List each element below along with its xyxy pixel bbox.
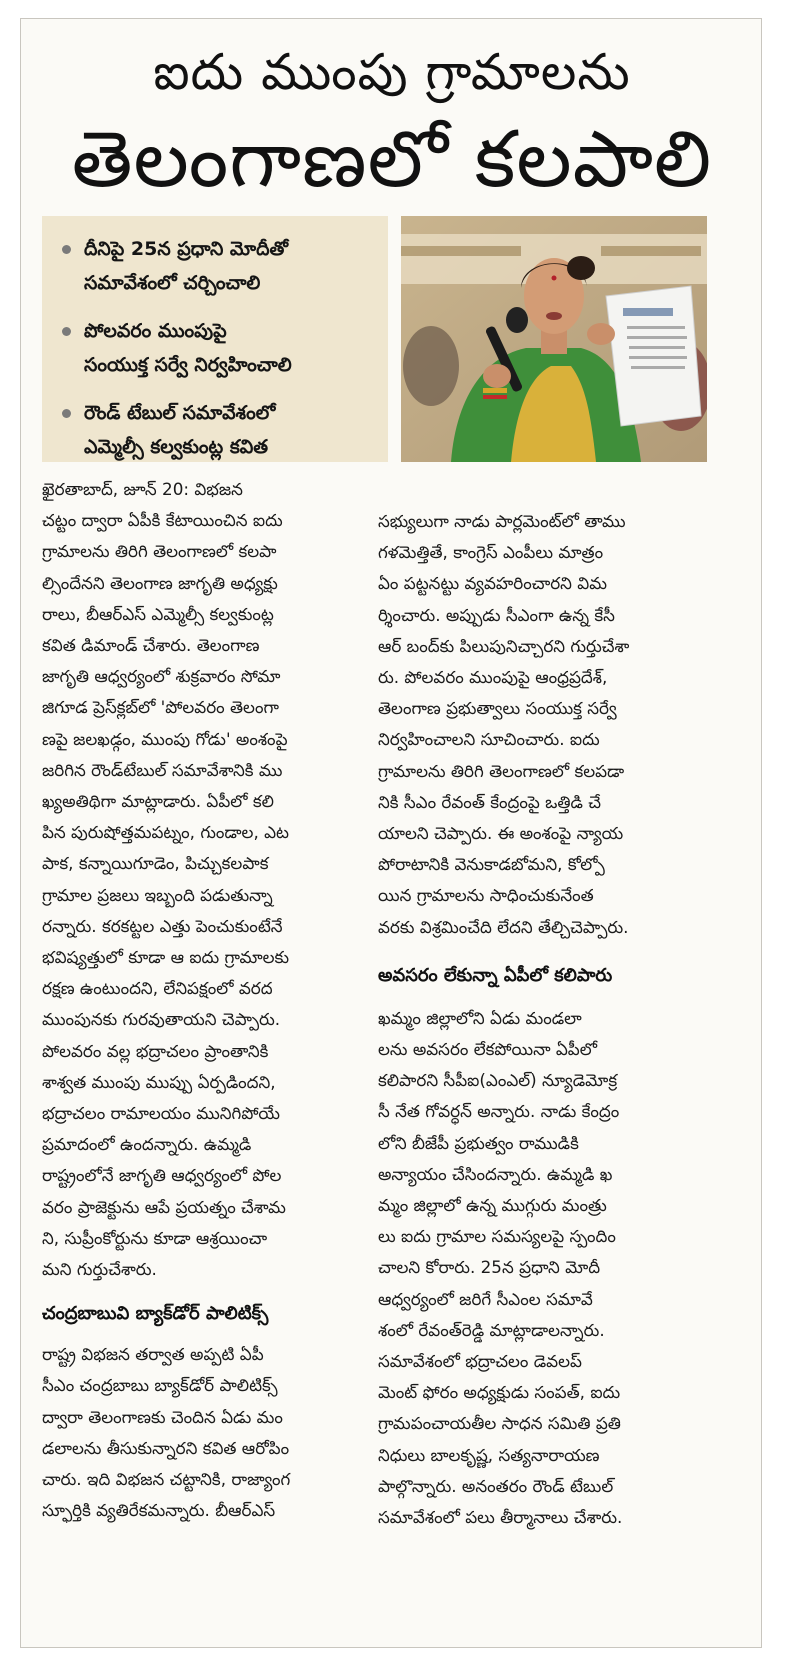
highlight-line: పోలవరం ముంపుపై bbox=[84, 320, 227, 342]
article-line: గ్రామాలను తిరిగి తెలంగాణలో కలపా bbox=[42, 541, 277, 562]
article-subheading: అవసరం లేకున్నా ఏపీలో కలిపారు bbox=[378, 964, 613, 986]
article-paragraph bbox=[378, 506, 708, 943]
article-subheading: చంద్రబాబువి బ్యాక్‌డోర్ పాలిటిక్స్ bbox=[42, 1303, 269, 1325]
highlight-line: సంయుక్త సర్వే నిర్వహించాలి bbox=[84, 354, 292, 376]
article-line: అన్యాయం చేసిందన్నారు. ఉమ్మడి ఖ bbox=[378, 1163, 613, 1184]
article-line: సమావేశంలో భద్రాచలం డెవలప్ bbox=[378, 1351, 582, 1372]
article-right-column bbox=[378, 472, 708, 1533]
article-line: పోలవరం వల్ల భద్రాచలం ప్రాంతానికి bbox=[42, 1040, 269, 1061]
article-line: తెలంగాణ ప్రభుత్వాలు సంయుక్త సర్వే bbox=[378, 698, 617, 719]
article-line: ఆధ్వర్యంలో జరిగే సీఎంల సమావే bbox=[378, 1288, 593, 1309]
article-line: జిగూడ ప్రెస్‌క్లబ్‌లో 'పోలవరం తెలంగా bbox=[42, 697, 279, 718]
speaker-photo-illustration bbox=[401, 216, 707, 462]
article-line: ద్వారా తెలంగాణకు చెందిన ఏడు మం bbox=[42, 1406, 283, 1427]
article-line: చాలని కోరారు. 25న ప్రధాని మోదీ bbox=[378, 1257, 601, 1278]
article-line: గ్రామాలను తిరిగి తెలంగాణలో కలపడా bbox=[378, 760, 625, 781]
article-line: మని గుర్తుచేశారు. bbox=[42, 1259, 157, 1280]
article-line: లు ఐదు గ్రామాల సమస్యలపై స్పందిం bbox=[378, 1226, 616, 1247]
article-line: గళమెత్తితే, కాంగ్రెస్ ఎంపీలు మాత్రం bbox=[378, 542, 604, 563]
article-line: రు. పోలవరం ముంపుపై ఆంధ్రప్రదేశ్, bbox=[378, 667, 608, 688]
article-line: గ్రామాల ప్రజలు ఇబ్బంది పడుతున్నా bbox=[42, 884, 273, 905]
article-line: భద్రాచలం రామాలయం మునిగిపోయే bbox=[42, 1103, 280, 1124]
article-left-column bbox=[42, 474, 362, 1527]
article-line: స్ఫూర్తికి వ్యతిరేకమన్నారు. బీఆర్ఎస్ bbox=[42, 1500, 276, 1521]
article-line: రాష్ట్రంలోనే జాగృతి ఆధ్వర్యంలో పోల bbox=[42, 1165, 282, 1186]
article-paragraph bbox=[42, 1339, 362, 1526]
article-line: పోరాటానికి వెనుకాడబోమని, కోల్పో bbox=[378, 854, 605, 875]
article-line: లను అవసరం లేకపోయినా ఏపీలో bbox=[378, 1039, 597, 1060]
highlight-line: సమావేశంలో చర్చించాలి bbox=[84, 272, 261, 294]
highlights-box bbox=[42, 216, 388, 462]
article-line: సీ నేత గోవర్ధన్ అన్నారు. నాడు కేంద్రం bbox=[378, 1101, 620, 1122]
article-line: ఏం పట్టనట్టు వ్యవహరించారని విమ bbox=[378, 573, 607, 594]
article-line: ముంపునకు గురవుతాయని చెప్పారు. bbox=[42, 1009, 281, 1030]
article-line: జాగృతి ఆధ్వర్యంలో శుక్రవారం సోమా bbox=[42, 666, 281, 687]
article-line: డలాలను తీసుకున్నారని కవిత ఆరోపిం bbox=[42, 1437, 290, 1458]
speaker-photo bbox=[401, 216, 707, 462]
article-line: ఖమ్మం జిల్లాలోని ఏడు మండలా bbox=[378, 1007, 582, 1028]
article-line: ప్రమాదంలో ఉందన్నారు. ఉమ్మడి bbox=[42, 1134, 252, 1155]
article-line: మ్మం జిల్లాలో ఉన్న ముగ్గురు మంత్రు bbox=[378, 1195, 607, 1216]
article-line: యాలని చెప్పారు. ఈ అంశంపై న్యాయ bbox=[378, 823, 624, 844]
article-line: సమావేశంలో పలు తీర్మానాలు చేశారు. bbox=[378, 1507, 623, 1528]
headline-line-1: ఐదు ముంపు గ్రామాలను bbox=[153, 43, 631, 101]
article-paragraph bbox=[42, 474, 362, 1285]
article-line: చట్టం ద్వారా ఏపీకి కేటాయించిన ఐదు bbox=[42, 510, 283, 531]
article-line: పాక, కన్నాయిగూడెం, పిచ్చుకలపాక bbox=[42, 853, 269, 874]
article-line: కవిత డిమాండ్ చేశారు. తెలంగాణ bbox=[42, 635, 260, 656]
article-line: పాల్గొన్నారు. అనంతరం రౌండ్ టేబుల్ bbox=[378, 1475, 614, 1496]
highlight-line: రౌండ్ టేబుల్ సమావేశంలో bbox=[84, 402, 276, 424]
article-line: పిన పురుషోత్తమపట్నం, గుండాల, ఎట bbox=[42, 822, 289, 843]
article-line: రాలు, బీఆర్ఎస్ ఎమ్మెల్సీ కల్వకుంట్ల bbox=[42, 603, 274, 624]
headline-line-2: తెలంగాణలో కలపాలి bbox=[71, 115, 713, 205]
article-line: భవిష్యత్తులో కూడా ఆ ఐదు గ్రామాలకు bbox=[42, 947, 290, 968]
article-line: మెంట్ ఫోరం అధ్యక్షుడు సంపత్, ఐదు bbox=[378, 1382, 621, 1403]
article-line: సభ్యులుగా నాడు పార్లమెంట్‌లో తాము bbox=[378, 511, 626, 531]
highlight-item bbox=[58, 396, 378, 464]
article-line: రక్షణ ఉంటుందని, లేనిపక్షంలో వరద bbox=[42, 978, 273, 999]
highlight-line: ఎమ్మెల్సీ కల్వకుంట్ల కవిత bbox=[84, 436, 269, 458]
article-line: ని, సుప్రీంకోర్టును కూడా ఆశ్రయించా bbox=[42, 1227, 268, 1248]
article-line: గ్రామపంచాయతీల సాధన సమితి ప్రతి bbox=[378, 1413, 621, 1434]
article-line: లోని బీజేపీ ప్రభుత్వం రాముడికి bbox=[378, 1132, 579, 1153]
article-line: ల్సిందేనని తెలంగాణ జాగృతి అధ్యక్షు bbox=[42, 572, 278, 593]
article-line: శాశ్వత ముంపు ముప్పు ఏర్పడిందని, bbox=[42, 1071, 276, 1092]
bullet-icon bbox=[62, 245, 71, 254]
article-line: రాష్ట్ర విభజన తర్వాత అప్పటి ఏపీ bbox=[42, 1344, 264, 1365]
bullet-icon bbox=[62, 409, 71, 418]
article-line: ఖ్యఅతిథిగా మాట్లాడారు. ఏపీలో కలి bbox=[42, 791, 274, 812]
column-top-spacer bbox=[378, 472, 708, 506]
article-line: జరిగిన రౌండ్‌టేబుల్ సమావేశానికి ము bbox=[42, 759, 283, 780]
article-line: నికి సీఎం రేవంత్ కేంద్రంపై ఒత్తిడి చే bbox=[378, 791, 601, 812]
article-line: వరం ప్రాజెక్టును ఆపే ప్రయత్నం చేశామ bbox=[42, 1196, 286, 1217]
article-line: శంలో రేవంత్‌రెడ్డి మాట్లాడాలన్నారు. bbox=[378, 1319, 605, 1340]
bullet-icon bbox=[62, 327, 71, 336]
highlight-item bbox=[58, 314, 378, 382]
article-line: ణపై జలఖడ్గం, ముంపు గోడు' అంశంపై bbox=[42, 728, 288, 749]
highlight-item bbox=[58, 232, 378, 300]
article-line: యిన గ్రామాలను సాధించుకునేంత bbox=[378, 885, 594, 906]
article-paragraph bbox=[378, 1003, 708, 1533]
article-line: వరకు విశ్రమించేది లేదని తేల్చిచెప్పారు. bbox=[378, 916, 629, 937]
article-line: ఖైరతాబాద్, జూన్ 20: విభజన bbox=[42, 479, 243, 499]
article-line: కలిపారని సీపీఐ(ఎంఎల్) న్యూడెమోక్ర bbox=[378, 1070, 618, 1091]
article-line: నిర్వహించాలని సూచించారు. ఐదు bbox=[378, 729, 600, 750]
article-line: నిధులు బాలకృష్ణ, సత్యనారాయణ bbox=[378, 1444, 600, 1465]
article-line: చారు. ఇది విభజన చట్టానికి, రాజ్యాంగ bbox=[42, 1469, 291, 1490]
article-line: ఆర్ బంద్‌కు పిలుపునిచ్చారని గుర్తుచేశా bbox=[378, 635, 630, 656]
article-line: రన్నారు. కరకట్టల ఎత్తు పెంచుకుంటేనే bbox=[42, 915, 283, 936]
article-line: ర్శించారు. అప్పుడు సీఎంగా ఉన్న కేసీ bbox=[378, 604, 615, 625]
article-line: సీఎం చంద్రబాబు బ్యాక్‌డోర్ పాలిటిక్స్ bbox=[42, 1375, 278, 1396]
highlight-line: దీనిపై 25న ప్రధాని మోదీతో bbox=[84, 238, 289, 260]
